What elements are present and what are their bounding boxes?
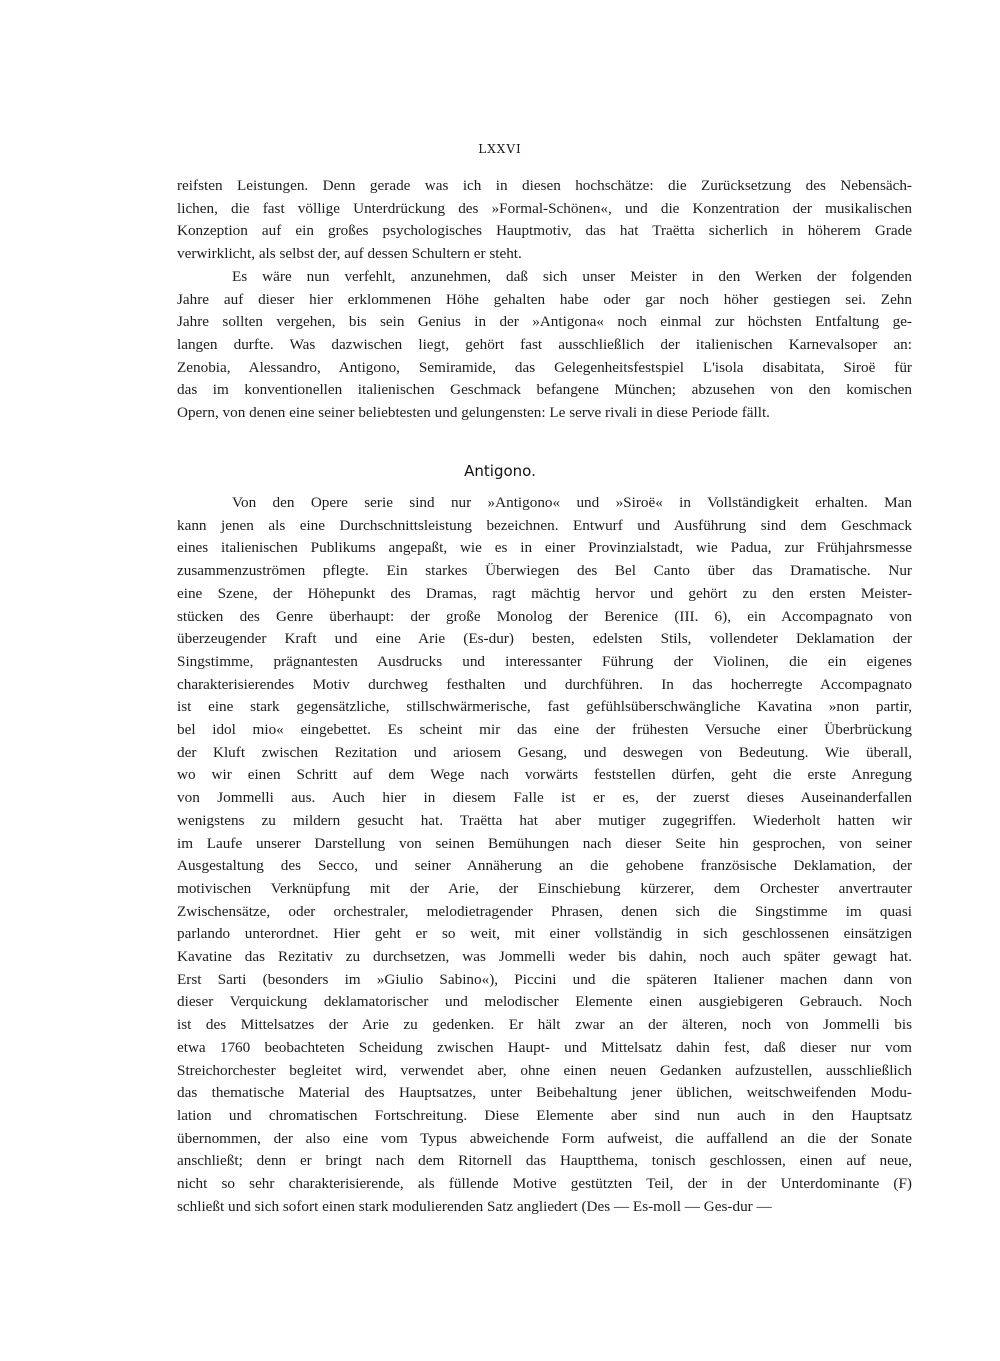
- text-line: der Kluft zwischen Rezitation und ariosem Gesang, und deswegen von Bedeutung. Wie überall,: [177, 743, 912, 761]
- text-line: im Laufe unserer Darstellung von seinen Bemühungen nach dieser Seite hin gesprochen, von seiner: [177, 834, 912, 852]
- text-block-main: [177, 492, 912, 1219]
- text-line: eine Szene, der Höhepunkt des Dramas, ragt mächtig hervor und gehört zu den ersten Meister-: [177, 584, 912, 602]
- text-line: Jahre auf dieser hier erklommenen Höhe gehalten habe oder gar noch höher gestiegen sei. Zehn: [177, 290, 912, 308]
- text-line: lichen, die fast völlige Unterdrückung des »Formal-Schönen«, und die Konzentration der musikalischen: [177, 199, 912, 217]
- text-line: das thematische Material des Hauptsatzes, unter Beibehaltung jener üblichen, weitschweifenden Modu-: [177, 1084, 912, 1102]
- text-line: lation und chromatischen Fortschreitung. Diese Elemente aber sind nun auch in den Hauptsatz: [177, 1106, 912, 1124]
- text-line: von Jommelli aus. Auch hier in diesem Falle ist er es, der zuerst dieses Auseinanderfallen: [177, 789, 912, 807]
- text-line: dieser Verquickung deklamatorischer und melodischer Elemente einen ausgiebigeren Gebrauch. Noch: [177, 993, 912, 1011]
- text-line: Konzeption auf ein großes psychologisches Hauptmotiv, das hat Traëtta sicherlich in höherem Grade: [177, 222, 912, 240]
- text-line: eines italienischen Publikums angepaßt, wie es in einer Provinzialstadt, wie Padua, zur Frühjahrsmesse: [177, 539, 912, 557]
- text-line: das im konventionellen italienischen Geschmack befangene München; abzusehen von den komischen: [177, 381, 912, 399]
- text-line: Streichorchester begleitet wird, verwendet aber, ohne einen neuen Gedanken aufzustellen, ausschließlich: [177, 1061, 912, 1079]
- text-line: reifsten Leistungen. Denn gerade was ich in diesen hochschätze: die Zurücksetzung des Nebensäch-: [177, 177, 912, 194]
- text-block-top: [177, 175, 912, 425]
- section-heading: Antigono.: [464, 462, 536, 480]
- text-line: Kavatine das Rezitativ zu durchsetzen, was Jommelli weder bis dahin, noch auch später gewagt hat.: [177, 948, 912, 966]
- text-line: übernommen, der also eine vom Typus abweichende Form aufweist, die auffallend an die der Sonate: [177, 1129, 912, 1147]
- text-line: Zenobia, Alessandro, Antigono, Semiramide, das Gelegenheitsfestspiel L'isola disabitata, Siroë für: [177, 358, 912, 376]
- text-line: ist des Mittelsatzes der Arie zu gedenken. Er hält zwar an der älteren, noch von Jommelli bis: [177, 1016, 912, 1034]
- text-line: stücken des Genre überhaupt: der große Monolog der Berenice (III. 6), ein Accompagnato von: [177, 607, 912, 625]
- text-line: nicht so sehr charakterisierende, als füllende Motive gestützten Teil, der in der Unterdominante (F): [177, 1175, 912, 1193]
- text-line: Erst Sarti (besonders im »Giulio Sabino«), Piccini und die späteren Italiener machen dann von: [177, 970, 912, 988]
- text-line: motivischen Verknüpfung mit der Arie, der Einschiebung kürzerer, dem Orchester anvertrauter: [177, 879, 912, 897]
- text-line: schließt und sich sofort einen stark modulierenden Satz angliedert (Des — Es-moll — Ges-dur —: [177, 1197, 772, 1215]
- text-line: Jahre sollten vergehen, bis sein Genius in der »Antigona« noch einmal zur höchsten Entfaltung ge-: [177, 313, 912, 331]
- paragraph-2: [177, 266, 912, 425]
- text-line: anschließt; denn er bringt nach dem Ritornell das Hauptthema, tonisch geschlossen, einen auf neue,: [177, 1152, 912, 1170]
- text-line: langen durfte. Was dazwischen liegt, gehört fast ausschließlich der italienischen Karnevalsoper an:: [177, 335, 912, 353]
- paragraph-3: [177, 492, 912, 1219]
- text-line: wo wir einen Schritt auf dem Wege nach vorwärts feststellen dürfen, geht die erste Anregung: [177, 766, 912, 784]
- text-line: etwa 1760 beobachteten Scheidung zwischen Haupt- und Mittelsatz dahin fest, daß dieser nur vom: [177, 1038, 912, 1056]
- text-line: charakterisierendes Motiv durchweg festhalten und durchführen. In das hocherregte Accompagnato: [177, 675, 912, 693]
- text-line: ist eine stark gegensätzliche, stillschwärmerische, fast gefühlsüberschwängliche Kavatina »non partir,: [177, 698, 912, 716]
- text-line: wenigstens zu mildern gesucht hat. Traëtta hat aber mutiger zugegriffen. Wiederholt hatten wir: [177, 811, 912, 829]
- page-number: LXXVI: [478, 142, 522, 156]
- text-line: Von den Opere serie sind nur »Antigono« und »Siroë« in Vollständigkeit erhalten. Man: [232, 494, 912, 511]
- text-line: verwirklicht, als selbst der, auf dessen Schultern er steht.: [177, 245, 522, 263]
- text-line: kann jenen als eine Durchschnittsleistung bezeichnen. Entwurf und Ausführung sind dem Geschmack: [177, 516, 912, 534]
- text-line: Ausgestaltung des Secco, und seiner Annäherung an die gehobene französische Deklamation, der: [177, 857, 912, 875]
- text-line: bel idol mio« eingebettet. Es scheint mir das eine der frühesten Versuche einer Überbrückung: [177, 721, 912, 739]
- text-line: Zwischensätze, oder orchestraler, melodietragender Phrasen, denen sich die Singstimme im quasi: [177, 902, 912, 920]
- text-line: überzeugender Kraft und eine Arie (Es-dur) besten, edelsten Stils, vollendeter Deklamation der: [177, 630, 912, 648]
- text-line: Es wäre nun verfehlt, anzunehmen, daß sich unser Meister in den Werken der folgenden: [232, 267, 912, 285]
- text-line: parlando unterordnet. Hier geht er so weit, mit einer vollständig in sich geschlossenen einsätzigen: [177, 925, 912, 943]
- text-line: Singstimme, prägnantesten Ausdrucks und interessanter Führung der Violinen, die ein eigenes: [177, 652, 912, 670]
- text-line: Opern, von denen eine seiner beliebtesten und gelungensten: Le serve rivali in diese Periode fällt.: [177, 404, 770, 422]
- paragraph-1: [177, 175, 912, 266]
- text-line: zusammenzuströmen pflegte. Ein starkes Überwiegen des Bel Canto über das Dramatische. Nur: [177, 562, 912, 580]
